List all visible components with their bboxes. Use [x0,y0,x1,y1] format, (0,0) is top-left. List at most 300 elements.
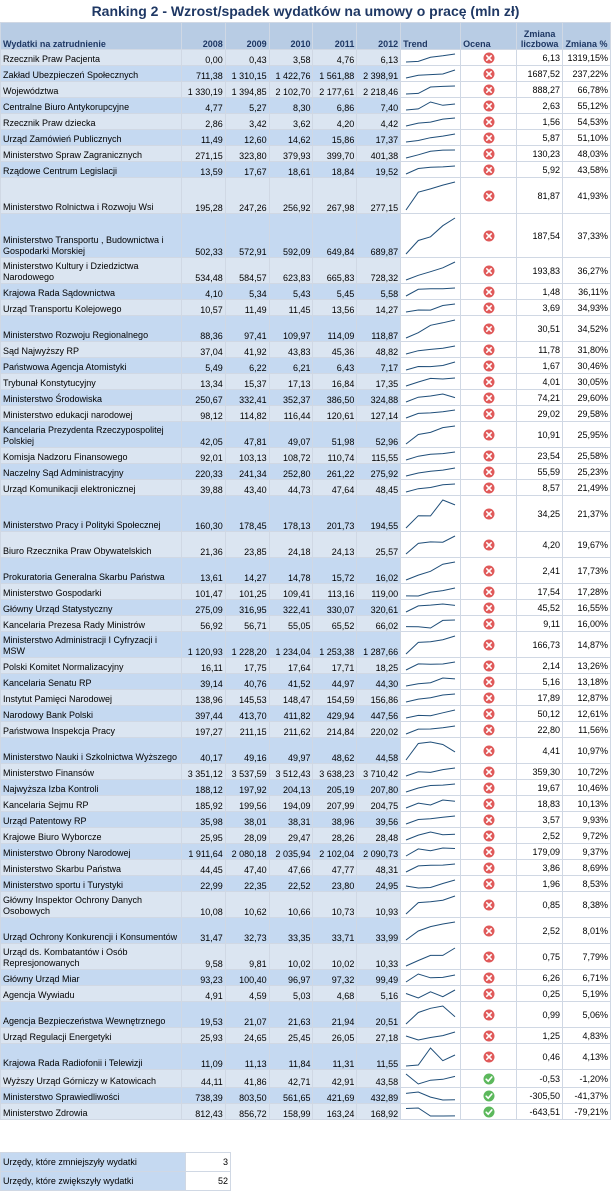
row-zmiana-liczbowa: 1,56 [517,114,563,130]
sparkline [403,987,458,1001]
row-name: Komisja Nadzoru Finansowego [1,448,182,464]
cross-circle-icon [483,1009,495,1021]
row-ocena [461,892,517,918]
row-zmiana-procent: 30,46% [563,358,611,374]
header-year-2011: 2011 [313,23,357,50]
row-ocena [461,342,517,358]
row-zmiana-procent: 30,05% [563,374,611,390]
table-row [1,706,611,722]
row-zmiana-procent: 4,13% [563,1044,611,1070]
sparkline-path [406,536,455,554]
header-year-2008: 2008 [181,23,225,50]
summary-label: Urzędy, które zwiększyły wydatki [1,1172,186,1191]
sparkline [403,163,458,177]
row-trend [401,480,461,496]
row-value-2011: 207,99 [313,796,357,812]
row-value-2010: 211,62 [269,722,313,738]
row-name: Ministerstwo Rozwoju Regionalnego [1,316,182,342]
row-zmiana-liczbowa: 2,52 [517,828,563,844]
row-value-2010: 22,52 [269,876,313,892]
sparkline-path [406,948,455,966]
cross-circle-icon [483,286,495,298]
sparkline [403,813,458,827]
row-value-2008: 4,91 [181,986,225,1002]
row-zmiana-liczbowa: 0,46 [517,1044,563,1070]
row-value-2009: 14,27 [225,558,269,584]
sparkline [403,215,458,257]
row-value-2010: 29,47 [269,828,313,844]
sparkline-path [406,262,455,280]
row-zmiana-procent: 37,33% [563,214,611,258]
row-value-2010: 158,99 [269,1104,313,1120]
header-zmiana-liczbowa [517,23,563,50]
row-value-2009: 40,76 [225,674,269,690]
row-zmiana-liczbowa: 6,13 [517,50,563,66]
row-name: Urząd Regulacji Energetyki [1,1028,182,1044]
row-value-2012: 168,92 [357,1104,401,1120]
row-value-2009: 17,67 [225,162,269,178]
table-row [1,796,611,812]
row-zmiana-procent: 237,22% [563,66,611,82]
row-value-2008: 39,14 [181,674,225,690]
table-row [1,812,611,828]
row-value-2012: 11,55 [357,1044,401,1070]
sparkline-path [406,620,455,628]
row-value-2012: 20,51 [357,1002,401,1028]
sparkline-path [406,1108,455,1116]
row-name: Ministerstwo Pracy i Polityki Społecznej [1,496,182,532]
row-value-2009: 1 310,15 [225,66,269,82]
row-value-2011: 5,45 [313,284,357,300]
sparkline [403,601,458,615]
row-value-2010: 14,62 [269,130,313,146]
cross-circle-icon [483,676,495,688]
row-value-2008: 3 351,12 [181,764,225,780]
table-row [1,844,611,860]
row-value-2008: 0,00 [181,50,225,66]
row-name: Wyższy Urząd Górniczy w Katowicach [1,1070,182,1088]
row-value-2012: 16,02 [357,558,401,584]
sparkline-path [406,864,455,872]
table-row [1,258,611,284]
row-value-2008: 25,93 [181,1028,225,1044]
row-trend [401,146,461,162]
table-row [1,82,611,98]
cross-circle-icon [483,1051,495,1063]
check-circle-icon [483,1106,495,1118]
row-value-2009: 43,40 [225,480,269,496]
row-zmiana-procent: 8,01% [563,918,611,944]
sparkline-path [406,604,455,612]
row-zmiana-procent: 31,80% [563,342,611,358]
row-value-2008: 22,99 [181,876,225,892]
check-circle-icon [483,1090,495,1102]
row-trend [401,178,461,214]
row-zmiana-procent: 21,37% [563,496,611,532]
row-value-2011: 2 102,04 [313,844,357,860]
cross-circle-icon [483,814,495,826]
row-value-2011: 42,91 [313,1070,357,1088]
row-value-2010: 116,44 [269,406,313,422]
sparkline-path [406,588,455,596]
row-zmiana-liczbowa: 5,87 [517,130,563,146]
row-value-2008: 101,47 [181,584,225,600]
row-value-2011: 110,74 [313,448,357,464]
row-zmiana-liczbowa: -305,50 [517,1088,563,1104]
sparkline-path [406,54,455,62]
cross-circle-icon [483,376,495,388]
row-value-2010: 49,07 [269,422,313,448]
row-value-2009: 103,13 [225,448,269,464]
row-zmiana-procent: 6,71% [563,970,611,986]
row-value-2009: 56,71 [225,616,269,632]
sparkline [403,465,458,479]
row-zmiana-procent: 21,49% [563,480,611,496]
row-trend [401,406,461,422]
row-zmiana-procent: 5,19% [563,986,611,1002]
row-value-2010: 6,21 [269,358,313,374]
row-value-2010: 33,35 [269,918,313,944]
row-value-2008: 502,33 [181,214,225,258]
row-value-2011: 267,98 [313,178,357,214]
row-value-2010: 109,97 [269,316,313,342]
row-zmiana-liczbowa: 18,83 [517,796,563,812]
row-ocena [461,780,517,796]
row-value-2011: 15,72 [313,558,357,584]
row-value-2008: 397,44 [181,706,225,722]
row-ocena [461,448,517,464]
row-value-2009: 47,40 [225,860,269,876]
row-value-2010: 44,73 [269,480,313,496]
row-name: Ministerstwo Administracji I Cyfryzacji i MSW [1,632,182,658]
row-value-2009: 5,27 [225,98,269,114]
row-value-2012: 19,52 [357,162,401,178]
row-value-2012: 48,82 [357,342,401,358]
row-value-2008: 138,96 [181,690,225,706]
row-zmiana-liczbowa: 179,09 [517,844,563,860]
row-zmiana-procent: 17,73% [563,558,611,584]
cross-circle-icon [483,429,495,441]
row-name: Polski Komitet Normalizacyjny [1,658,182,674]
row-value-2012: 28,48 [357,828,401,844]
row-value-2009: 3 537,59 [225,764,269,780]
row-zmiana-procent: 7,79% [563,944,611,970]
row-trend [401,82,461,98]
row-zmiana-liczbowa: 8,57 [517,480,563,496]
row-value-2012: 3 710,42 [357,764,401,780]
sparkline [403,585,458,599]
sparkline [403,707,458,721]
row-value-2009: 23,85 [225,532,269,558]
row-value-2010: 2 035,94 [269,844,313,860]
sparkline [403,781,458,795]
row-value-2009: 1 228,20 [225,632,269,658]
row-zmiana-liczbowa: 0,99 [517,1002,563,1028]
row-value-2010: 3,58 [269,50,313,66]
row-zmiana-procent: 51,10% [563,130,611,146]
sparkline [403,67,458,81]
row-value-2011: 17,71 [313,658,357,674]
sparkline [403,497,458,531]
row-zmiana-procent: 54,53% [563,114,611,130]
row-name: Naczelny Sąd Administracyjny [1,464,182,480]
sparkline-path [406,726,455,734]
cross-circle-icon [483,84,495,96]
row-name: Główny Urząd Miar [1,970,182,986]
row-value-2010: 25,45 [269,1028,313,1044]
row-name: Agencja Wywiadu [1,986,182,1002]
row-value-2010: 256,92 [269,178,313,214]
row-ocena [461,214,517,258]
row-value-2009: 178,45 [225,496,269,532]
row-value-2012: 39,56 [357,812,401,828]
row-trend [401,780,461,796]
row-trend [401,448,461,464]
row-value-2009: 199,56 [225,796,269,812]
table-row [1,1070,611,1088]
row-trend [401,632,461,658]
table-row [1,390,611,406]
check-circle-icon [483,1073,495,1085]
cross-circle-icon [483,68,495,80]
row-ocena [461,658,517,674]
row-zmiana-liczbowa: 74,21 [517,390,563,406]
row-name: Instytut Pamięci Narodowej [1,690,182,706]
row-value-2010: 2 102,70 [269,82,313,98]
sparkline [403,765,458,779]
table-row [1,1088,611,1104]
row-trend [401,892,461,918]
cross-circle-icon [483,724,495,736]
row-value-2011: 11,31 [313,1044,357,1070]
cross-circle-icon [483,782,495,794]
row-zmiana-procent: 9,93% [563,812,611,828]
row-ocena [461,1104,517,1120]
row-trend [401,316,461,342]
table-row [1,480,611,496]
row-ocena [461,844,517,860]
row-zmiana-liczbowa: 130,23 [517,146,563,162]
row-trend [401,50,461,66]
row-ocena [461,616,517,632]
row-value-2009: 584,57 [225,258,269,284]
sparkline-path [406,710,455,718]
cross-circle-icon [483,466,495,478]
cross-circle-icon [483,660,495,672]
row-value-2012: 156,86 [357,690,401,706]
row-value-2008: 10,08 [181,892,225,918]
row-value-2011: 261,22 [313,464,357,480]
row-value-2008: 4,77 [181,98,225,114]
header-row [1,23,611,50]
row-trend [401,616,461,632]
table-row [1,374,611,390]
row-value-2008: 160,30 [181,496,225,532]
row-value-2010: 623,83 [269,258,313,284]
row-value-2009: 47,81 [225,422,269,448]
row-value-2011: 18,84 [313,162,357,178]
row-value-2012: 44,30 [357,674,401,690]
row-value-2012: 44,58 [357,738,401,764]
row-value-2008: 13,61 [181,558,225,584]
row-name: Kancelaria Senatu RP [1,674,182,690]
row-value-2010: 17,13 [269,374,313,390]
row-value-2011: 45,36 [313,342,357,358]
row-value-2011: 10,73 [313,892,357,918]
sparkline [403,1045,458,1069]
row-value-2008: 1 330,19 [181,82,225,98]
row-value-2010: 10,02 [269,944,313,970]
row-value-2008: 19,53 [181,1002,225,1028]
sparkline [403,945,458,969]
row-name: Ministerstwo Transportu , Budownictwa i Gospodarki Morskiej [1,214,182,258]
row-value-2012: 52,96 [357,422,401,448]
sparkline-path [406,452,455,460]
row-zmiana-procent: 36,27% [563,258,611,284]
row-name: Krajowa Rada Sądownictwa [1,284,182,300]
table-row [1,162,611,178]
row-value-2011: 665,83 [313,258,357,284]
row-value-2009: 100,40 [225,970,269,986]
table-row [1,892,611,918]
row-value-2011: 15,86 [313,130,357,146]
cross-circle-icon [483,230,495,242]
row-ocena [461,828,517,844]
row-zmiana-liczbowa: -0,53 [517,1070,563,1088]
row-value-2011: 205,19 [313,780,357,796]
row-ocena [461,178,517,214]
row-ocena [461,1002,517,1028]
row-zmiana-liczbowa: 2,63 [517,98,563,114]
row-value-2008: 534,48 [181,258,225,284]
row-trend [401,66,461,82]
row-value-2009: 12,60 [225,130,269,146]
row-value-2009: 323,80 [225,146,269,162]
row-value-2010: 49,97 [269,738,313,764]
header-zmiana-line1: Zmiana [523,29,556,39]
header-zmiana-procent: Zmiana % [563,23,611,50]
row-name: Państwowa Agencja Atomistyki [1,358,182,374]
row-value-2012: 320,61 [357,600,401,616]
row-value-2012: 33,99 [357,918,401,944]
row-ocena [461,600,517,616]
row-zmiana-procent: 8,69% [563,860,611,876]
cross-circle-icon [483,862,495,874]
row-value-2012: 220,02 [357,722,401,738]
sparkline-path [406,410,455,418]
sparkline-path [406,662,455,670]
cross-circle-icon [483,190,495,202]
row-value-2008: 275,09 [181,600,225,616]
row-value-2008: 711,38 [181,66,225,82]
row-name: Krajowe Biuro Wyborcze [1,828,182,844]
row-ocena [461,986,517,1002]
row-value-2009: 241,34 [225,464,269,480]
row-value-2011: 386,50 [313,390,357,406]
row-name: Krajowa Rada Radiofonii i Telewizji [1,1044,182,1070]
row-value-2012: 5,16 [357,986,401,1002]
row-value-2010: 5,03 [269,986,313,1002]
row-value-2011: 2 177,61 [313,82,357,98]
sparkline-path [406,102,455,110]
row-ocena [461,496,517,532]
row-trend [401,496,461,532]
row-value-2010: 592,09 [269,214,313,258]
row-value-2010: 411,82 [269,706,313,722]
row-trend [401,584,461,600]
row-value-2009: 11,13 [225,1044,269,1070]
summary-table [0,1152,231,1191]
row-zmiana-liczbowa: 1,96 [517,876,563,892]
row-value-2008: 88,36 [181,316,225,342]
row-zmiana-liczbowa: 5,16 [517,674,563,690]
row-ocena [461,558,517,584]
row-name: Ministerstwo Sprawiedliwości [1,1088,182,1104]
sparkline [403,481,458,495]
row-zmiana-procent: 10,13% [563,796,611,812]
page-title: Ranking 2 - Wzrost/spadek wydatków na umowy o pracę (mln zł) [91,3,520,19]
row-value-2011: 214,84 [313,722,357,738]
row-value-2009: 197,92 [225,780,269,796]
sparkline [403,259,458,283]
sparkline [403,375,458,389]
cross-circle-icon [483,408,495,420]
row-value-2008: 21,36 [181,532,225,558]
sparkline [403,83,458,97]
row-zmiana-liczbowa: 81,87 [517,178,563,214]
table-row [1,558,611,584]
row-name: Ministerstwo Gospodarki [1,584,182,600]
row-value-2008: 37,04 [181,342,225,358]
summary-label: Urzędy, które zmniejszyły wydatki [1,1153,186,1172]
sparkline [403,861,458,875]
row-zmiana-procent: 9,72% [563,828,611,844]
row-value-2012: 728,32 [357,258,401,284]
table-row [1,828,611,844]
row-value-2008: 56,92 [181,616,225,632]
row-value-2008: 44,45 [181,860,225,876]
row-trend [401,358,461,374]
row-value-2009: 856,72 [225,1104,269,1120]
row-value-2010: 561,65 [269,1088,313,1104]
sparkline [403,1089,458,1103]
row-trend [401,796,461,812]
table-row [1,300,611,316]
row-value-2009: 4,59 [225,986,269,1002]
row-name: Ministerstwo Zdrowia [1,1104,182,1120]
row-value-2010: 96,97 [269,970,313,986]
row-ocena [461,50,517,66]
row-ocena [461,674,517,690]
row-value-2008: 13,34 [181,374,225,390]
table-row [1,600,611,616]
row-ocena [461,1044,517,1070]
row-value-2011: 51,98 [313,422,357,448]
row-zmiana-procent: 29,58% [563,406,611,422]
row-zmiana-procent: 34,52% [563,316,611,342]
sparkline [403,1071,458,1087]
row-trend [401,876,461,892]
row-ocena [461,722,517,738]
row-name: Rzecznik Praw dziecka [1,114,182,130]
row-value-2010: 21,63 [269,1002,313,1028]
row-value-2012: 1 287,66 [357,632,401,658]
sparkline-path [406,742,455,760]
row-value-2011: 28,26 [313,828,357,844]
sparkline [403,617,458,631]
row-value-2012: 25,57 [357,532,401,558]
table-row [1,970,611,986]
